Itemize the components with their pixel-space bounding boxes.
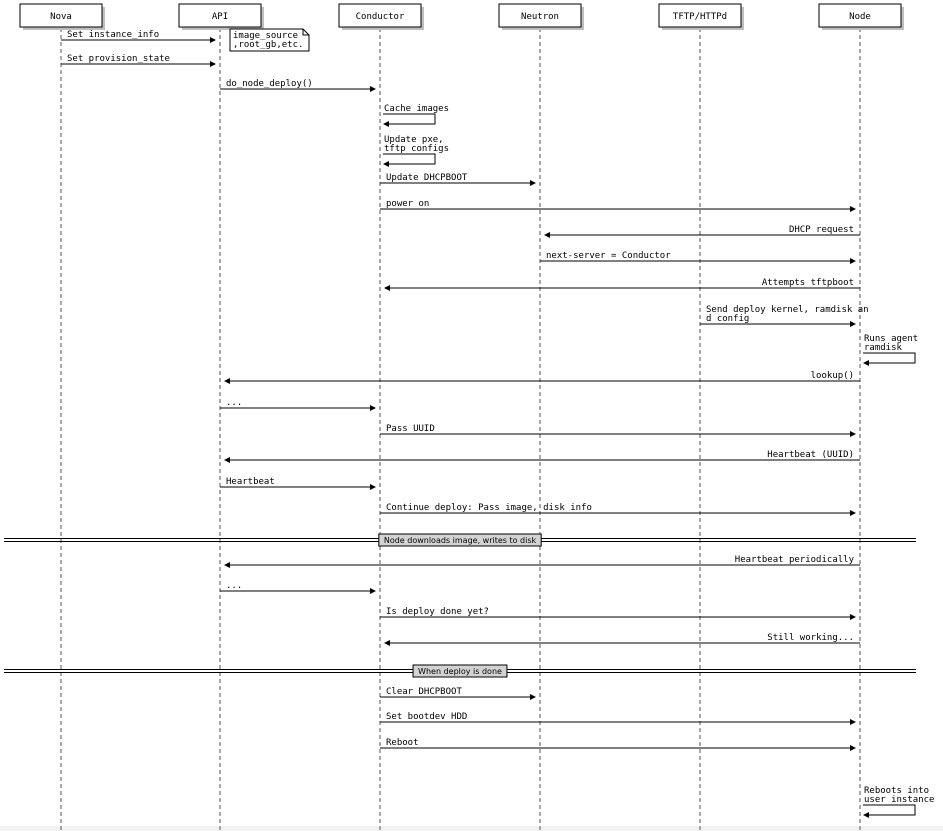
- note-text: ,root_gb,etc.: [233, 40, 304, 50]
- notes: [230, 29, 309, 51]
- message-20: [220, 581, 376, 594]
- message-label: ...: [226, 581, 243, 591]
- separator-label: When deploy is done: [418, 667, 502, 676]
- message-label: Is deploy done yet?: [386, 607, 489, 617]
- separator-label: Node downloads image, writes to disk: [383, 536, 537, 545]
- message-2: [61, 54, 216, 67]
- actor-label: Neutron: [521, 12, 559, 22]
- message-label: Reboots into: [864, 786, 930, 796]
- message-label: Heartbeat (UUID): [767, 450, 854, 460]
- arrowhead: [850, 719, 856, 725]
- separator-2: [4, 665, 916, 677]
- message-4: [383, 104, 449, 127]
- arrowhead: [850, 745, 856, 751]
- message-label: tftp configs: [384, 144, 450, 154]
- actors: [20, 4, 904, 30]
- self-arrow-line: [863, 353, 915, 363]
- arrowhead: [850, 321, 856, 327]
- message-3: [220, 79, 376, 92]
- arrowhead: [370, 405, 376, 411]
- message-7: [380, 199, 856, 212]
- arrowhead: [224, 378, 230, 384]
- arrowhead: [850, 614, 856, 620]
- message-label: Send deploy kernel, ramdisk an: [706, 305, 869, 315]
- message-1: [61, 30, 216, 43]
- message-19: [224, 555, 860, 568]
- arrowhead: [530, 694, 536, 700]
- message-9: [540, 251, 856, 264]
- message-11: [700, 305, 869, 327]
- arrowhead: [224, 457, 230, 463]
- actor-label: TFTP/HTTPd: [672, 12, 728, 22]
- message-16: [224, 450, 860, 463]
- arrowhead: [384, 285, 390, 291]
- arrowhead: [850, 431, 856, 437]
- actor-label: Nova: [50, 12, 72, 22]
- message-12: [863, 334, 918, 366]
- message-label: ramdisk: [864, 343, 902, 353]
- message-label: power on: [386, 199, 430, 209]
- message-label: Update DHCPBOOT: [386, 173, 468, 183]
- actor-label: Conductor: [355, 12, 405, 22]
- lifelines: [61, 28, 860, 831]
- message-label: lookup(): [810, 371, 854, 381]
- actor-nova: [20, 4, 105, 30]
- message-label: next-server = Conductor: [546, 251, 671, 261]
- message-label: Pass UUID: [386, 424, 435, 434]
- arrowhead: [224, 562, 230, 568]
- message-label: Attempts tftpboot: [761, 278, 854, 288]
- self-arrow-line: [383, 154, 435, 164]
- message-24: [380, 712, 856, 725]
- actor-neutron: [499, 4, 584, 30]
- message-label: Set instance_info: [67, 30, 160, 40]
- message-15: [380, 424, 856, 437]
- message-22: [384, 633, 860, 646]
- arrowhead: [850, 510, 856, 516]
- bottom-strip: [0, 826, 943, 831]
- arrowhead: [370, 484, 376, 490]
- message-label: do_node_deploy(): [226, 79, 313, 89]
- message-17: [220, 477, 376, 490]
- message-label: Cache images: [384, 104, 450, 114]
- message-5: [383, 135, 449, 167]
- arrowhead: [863, 360, 869, 366]
- message-label: Set provision_state: [67, 54, 170, 64]
- arrowhead: [370, 588, 376, 594]
- message-label: DHCP request: [788, 225, 854, 235]
- message-label: Set bootdev HDD: [386, 712, 468, 722]
- note-image-source: [230, 29, 309, 51]
- arrowhead: [210, 61, 216, 67]
- self-arrow-line: [863, 805, 915, 815]
- arrowhead: [210, 37, 216, 43]
- message-label: Heartbeat periodically: [734, 555, 854, 565]
- message-label: Continue deploy: Pass image, disk info: [386, 503, 592, 513]
- message-21: [380, 607, 856, 620]
- message-8: [544, 225, 860, 238]
- message-label: Update pxe,: [384, 135, 444, 145]
- actor-node: [819, 4, 904, 30]
- actor-api: [179, 4, 264, 30]
- arrowhead: [850, 258, 856, 264]
- actor-tftp-httpd: [659, 4, 744, 30]
- message-25: [380, 738, 856, 751]
- arrowhead: [850, 206, 856, 212]
- note-text: image_source: [233, 31, 299, 41]
- arrowhead: [383, 121, 389, 127]
- message-label: Runs agent: [864, 334, 919, 344]
- separator-1: [4, 534, 916, 546]
- arrowhead: [530, 180, 536, 186]
- message-label: Clear DHCPBOOT: [386, 687, 462, 697]
- arrowhead: [863, 812, 869, 818]
- message-18: [380, 503, 856, 516]
- message-label: ...: [226, 398, 243, 408]
- messages: [61, 30, 934, 818]
- message-label: Heartbeat: [226, 477, 275, 487]
- actor-label: Node: [849, 12, 871, 22]
- message-26: [863, 786, 934, 818]
- message-13: [224, 371, 860, 384]
- message-label: user instance: [864, 795, 935, 805]
- actor-conductor: [339, 4, 424, 30]
- message-10: [384, 278, 860, 291]
- actor-label: API: [211, 12, 229, 22]
- message-6: [380, 173, 536, 186]
- self-arrow-line: [383, 114, 435, 124]
- arrowhead: [384, 640, 390, 646]
- message-23: [380, 687, 536, 700]
- message-label: d config: [706, 314, 750, 324]
- message-14: [220, 398, 376, 411]
- arrowhead: [383, 161, 389, 167]
- arrowhead: [370, 86, 376, 92]
- message-label: Still working...: [767, 633, 854, 643]
- arrowhead: [544, 232, 550, 238]
- message-label: Reboot: [386, 738, 419, 748]
